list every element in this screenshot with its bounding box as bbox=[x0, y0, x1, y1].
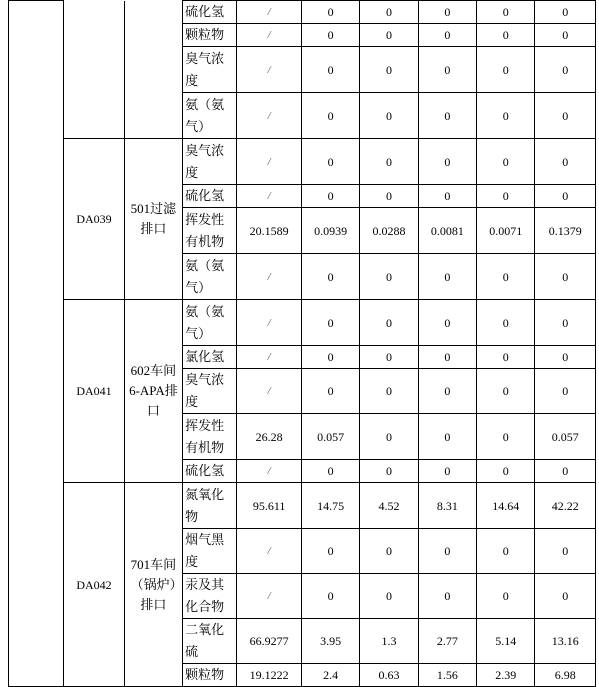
value-cell: 0 bbox=[535, 24, 596, 47]
value-cell: 4.52 bbox=[360, 483, 418, 529]
value-cell: 0 bbox=[360, 24, 418, 47]
table-row bbox=[9, 300, 596, 346]
value-cell: 0 bbox=[418, 529, 476, 574]
value-cell: 0.0939 bbox=[301, 208, 359, 254]
value-cell: 0 bbox=[360, 414, 418, 460]
value-cell: 0 bbox=[360, 369, 418, 414]
value-cell: / bbox=[237, 139, 302, 185]
value-cell: 14.64 bbox=[477, 483, 535, 529]
pollutant-cell: 烟气黑度 bbox=[183, 529, 237, 574]
value-cell: 0 bbox=[535, 93, 596, 139]
value-cell: 26.28 bbox=[237, 414, 302, 460]
value-cell: 0.0288 bbox=[360, 208, 418, 254]
value-cell: 0 bbox=[535, 574, 596, 619]
value-cell: 0.63 bbox=[360, 664, 418, 687]
pollutant-cell: 氨（氨气） bbox=[183, 300, 237, 346]
value-cell: 0 bbox=[360, 300, 418, 346]
value-cell: 0 bbox=[477, 460, 535, 483]
value-cell: 2.39 bbox=[477, 664, 535, 687]
value-cell: 0 bbox=[477, 47, 535, 93]
outlet-code-cell bbox=[64, 1, 124, 139]
value-cell: 0 bbox=[535, 529, 596, 574]
outlet-code-cell: DA042 bbox=[64, 483, 124, 687]
pollutant-cell: 硫化氢 bbox=[183, 185, 237, 208]
value-cell: 0 bbox=[418, 574, 476, 619]
value-cell: 0 bbox=[360, 254, 418, 300]
value-cell: 66.9277 bbox=[237, 619, 302, 664]
value-cell: 0.0081 bbox=[418, 208, 476, 254]
value-cell: 0 bbox=[418, 93, 476, 139]
value-cell: 0 bbox=[360, 460, 418, 483]
value-cell: 0 bbox=[301, 185, 359, 208]
outlet-name-cell: 602车间6-APA排口 bbox=[124, 300, 182, 483]
pollutant-cell: 颗粒物 bbox=[183, 664, 237, 687]
table-body bbox=[9, 1, 596, 687]
value-cell: 0 bbox=[301, 139, 359, 185]
value-cell: 0 bbox=[418, 460, 476, 483]
pollutant-cell: 氮氧化物 bbox=[183, 483, 237, 529]
table-row bbox=[9, 1, 596, 24]
pollutant-cell: 汞及其化合物 bbox=[183, 574, 237, 619]
value-cell: 0 bbox=[477, 254, 535, 300]
value-cell: / bbox=[237, 529, 302, 574]
table-row bbox=[9, 139, 596, 185]
outlet-code-cell: DA039 bbox=[64, 139, 124, 300]
value-cell: 0 bbox=[477, 24, 535, 47]
value-cell: 0 bbox=[301, 1, 359, 24]
emissions-table bbox=[8, 0, 596, 687]
value-cell: 0 bbox=[301, 300, 359, 346]
value-cell: 0.057 bbox=[535, 414, 596, 460]
value-cell: 0 bbox=[360, 529, 418, 574]
value-cell: / bbox=[237, 346, 302, 369]
pollutant-cell: 硫化氢 bbox=[183, 460, 237, 483]
value-cell: 19.1222 bbox=[237, 664, 302, 687]
value-cell: 0 bbox=[535, 346, 596, 369]
value-cell: / bbox=[237, 460, 302, 483]
value-cell: 0 bbox=[301, 254, 359, 300]
value-cell: 5.14 bbox=[477, 619, 535, 664]
pollutant-cell: 臭气浓度 bbox=[183, 47, 237, 93]
pollutant-cell: 二氧化硫 bbox=[183, 619, 237, 664]
value-cell: 0 bbox=[535, 139, 596, 185]
value-cell: 0 bbox=[477, 185, 535, 208]
value-cell: 2.77 bbox=[418, 619, 476, 664]
value-cell: 1.56 bbox=[418, 664, 476, 687]
value-cell: / bbox=[237, 47, 302, 93]
pollutant-cell: 挥发性有机物 bbox=[183, 414, 237, 460]
value-cell: 6.98 bbox=[535, 664, 596, 687]
value-cell: 95.611 bbox=[237, 483, 302, 529]
value-cell: 0 bbox=[418, 414, 476, 460]
value-cell: 0 bbox=[301, 529, 359, 574]
value-cell: 0 bbox=[360, 139, 418, 185]
value-cell: 0 bbox=[535, 1, 596, 24]
value-cell: 0 bbox=[301, 47, 359, 93]
value-cell: 0 bbox=[477, 300, 535, 346]
value-cell: 0 bbox=[418, 254, 476, 300]
value-cell: 0 bbox=[418, 139, 476, 185]
value-cell: 0.1379 bbox=[535, 208, 596, 254]
value-cell: 0 bbox=[535, 185, 596, 208]
value-cell: 0 bbox=[535, 254, 596, 300]
value-cell: 0 bbox=[360, 93, 418, 139]
category-cell bbox=[9, 1, 64, 687]
pollutant-cell: 臭气浓度 bbox=[183, 139, 237, 185]
value-cell: / bbox=[237, 1, 302, 24]
pollutant-cell: 颗粒物 bbox=[183, 24, 237, 47]
value-cell: 0 bbox=[418, 1, 476, 24]
value-cell: 0.057 bbox=[301, 414, 359, 460]
value-cell: 1.3 bbox=[360, 619, 418, 664]
value-cell: 0 bbox=[360, 574, 418, 619]
outlet-name-cell: 701车间（锅炉）排口 bbox=[124, 483, 182, 687]
value-cell: 2.4 bbox=[301, 664, 359, 687]
value-cell: 0 bbox=[301, 346, 359, 369]
pollutant-cell: 氨（氨气） bbox=[183, 93, 237, 139]
value-cell: / bbox=[237, 574, 302, 619]
value-cell: 14.75 bbox=[301, 483, 359, 529]
value-cell: 0.0071 bbox=[477, 208, 535, 254]
value-cell: 0 bbox=[477, 414, 535, 460]
value-cell: 0 bbox=[477, 1, 535, 24]
value-cell: 0 bbox=[535, 369, 596, 414]
value-cell: 13.16 bbox=[535, 619, 596, 664]
pollutant-cell: 氯化氢 bbox=[183, 346, 237, 369]
value-cell: 0 bbox=[301, 460, 359, 483]
value-cell: / bbox=[237, 93, 302, 139]
value-cell: 0 bbox=[301, 24, 359, 47]
value-cell: 0 bbox=[418, 369, 476, 414]
value-cell: / bbox=[237, 24, 302, 47]
outlet-name-cell bbox=[124, 1, 182, 139]
pollutant-cell: 臭气浓度 bbox=[183, 369, 237, 414]
value-cell: 0 bbox=[535, 460, 596, 483]
value-cell: 0 bbox=[477, 139, 535, 185]
table-row bbox=[9, 483, 596, 529]
value-cell: 0 bbox=[418, 346, 476, 369]
value-cell: 0 bbox=[477, 529, 535, 574]
value-cell: 0 bbox=[418, 185, 476, 208]
pollutant-cell: 硫化氢 bbox=[183, 1, 237, 24]
value-cell: 0 bbox=[301, 369, 359, 414]
pollutant-cell: 氨（氨气） bbox=[183, 254, 237, 300]
value-cell: 0 bbox=[477, 369, 535, 414]
value-cell: 0 bbox=[418, 24, 476, 47]
value-cell: 0 bbox=[360, 1, 418, 24]
value-cell: 0 bbox=[301, 574, 359, 619]
value-cell: 0 bbox=[418, 47, 476, 93]
outlet-name-cell: 501过滤排口 bbox=[124, 139, 182, 300]
value-cell: 20.1589 bbox=[237, 208, 302, 254]
value-cell: 3.95 bbox=[301, 619, 359, 664]
value-cell: 0 bbox=[360, 185, 418, 208]
value-cell: 8.31 bbox=[418, 483, 476, 529]
value-cell: 0 bbox=[477, 93, 535, 139]
value-cell: / bbox=[237, 300, 302, 346]
value-cell: 0 bbox=[360, 47, 418, 93]
value-cell: 0 bbox=[535, 300, 596, 346]
value-cell: 0 bbox=[418, 300, 476, 346]
value-cell: / bbox=[237, 254, 302, 300]
value-cell: 0 bbox=[477, 346, 535, 369]
value-cell: 42.22 bbox=[535, 483, 596, 529]
outlet-code-cell: DA041 bbox=[64, 300, 124, 483]
value-cell: 0 bbox=[477, 574, 535, 619]
value-cell: / bbox=[237, 369, 302, 414]
value-cell: 0 bbox=[360, 346, 418, 369]
pollutant-cell: 挥发性有机物 bbox=[183, 208, 237, 254]
value-cell: 0 bbox=[301, 93, 359, 139]
value-cell: 0 bbox=[535, 47, 596, 93]
value-cell: / bbox=[237, 185, 302, 208]
